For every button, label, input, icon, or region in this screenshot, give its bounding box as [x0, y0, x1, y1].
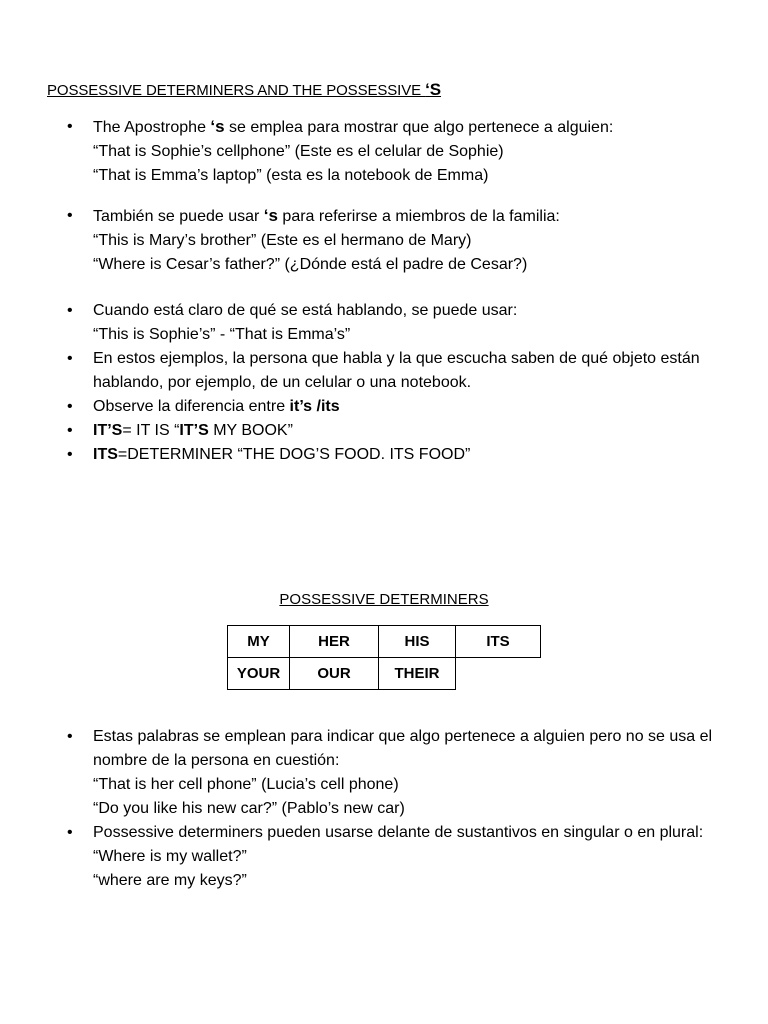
list-item-line: [93, 395, 728, 419]
apostrophe-mark: ‘s: [263, 206, 278, 225]
possessive-determiners-table: [227, 625, 541, 690]
table-cell: YOUR: [228, 658, 290, 690]
example-sentence: “This is Mary’s brother” (Este es el hermano de Mary): [93, 232, 472, 249]
list-item-line: [93, 204, 728, 229]
table-row: [228, 658, 541, 690]
example-sentence: “where are my keys?”: [93, 872, 247, 889]
table-cell: THEIR: [379, 658, 456, 690]
list-item-line: [93, 443, 728, 467]
text-fragment: También se puede usar: [93, 208, 264, 225]
list-item: [0, 443, 768, 467]
list-item: [0, 115, 768, 188]
text-fragment: =DETERMINER “THE DOG’S FOOD. ITS FOOD”: [117, 446, 471, 463]
table-cell: HIS: [379, 626, 456, 658]
table-row: [228, 626, 541, 658]
table-title: POSSESSIVE DETERMINERS: [279, 591, 489, 608]
example-sentence: “That is Sophie’s cellphone” (Este es el celular de Sophie): [93, 143, 504, 160]
determiners-usage-list: [0, 725, 768, 893]
table-cell: MY: [228, 626, 290, 658]
list-item: [0, 347, 768, 395]
apostrophe-mark: ‘s: [210, 117, 225, 136]
list-item: [0, 299, 768, 347]
bold-term: ITS: [93, 446, 118, 463]
text-fragment: Observe la diferencia entre: [93, 398, 290, 415]
example-sentence: “That is her cell phone” (Lucia’s cell phone): [93, 776, 399, 793]
table-cell: OUR: [290, 658, 379, 690]
heading-text: POSSESSIVE DETERMINERS AND THE POSSESSIVE: [47, 82, 426, 99]
document-heading: [47, 78, 441, 103]
example-sentence: “Where is my wallet?”: [93, 848, 247, 865]
text-fragment: The Apostrophe: [93, 119, 211, 136]
apostrophe-usage-list: [0, 115, 768, 188]
list-item-line: [93, 115, 728, 140]
example-sentence: “That is Emma’s laptop” (esta es la notebook de Emma): [93, 167, 489, 184]
bold-term: IT’S: [93, 422, 123, 439]
list-item-line: • Estas palabras se emplean para indicar que algo pertenece a alguien pero no se usa el: [93, 728, 713, 745]
text-fragment: para referirse a miembros de la familia:: [277, 208, 560, 225]
heading-apostrophe: ‘S: [425, 80, 442, 99]
context-usage-list: [0, 299, 768, 467]
list-item: [0, 725, 768, 821]
list-item: [0, 821, 768, 893]
text-fragment: = IT IS “: [122, 422, 180, 439]
text-fragment: MY BOOK”: [208, 422, 293, 439]
bold-term: IT’S: [179, 422, 209, 439]
text-fragment: se emplea para mostrar que algo pertenece a alguien:: [224, 119, 614, 136]
list-item-line: • Possessive determiners pueden usarse delante de sustantivos en singular o en plural:: [93, 824, 704, 841]
list-item-line: • En estos ejemplos, la persona que habla y la que escucha saben de qué objeto están: [93, 350, 700, 367]
list-item-line: [93, 419, 728, 443]
example-sentence: “Where is Cesar’s father?” (¿Dónde está el padre de Cesar?): [93, 256, 528, 273]
list-item: [0, 419, 768, 443]
list-item: [0, 395, 768, 419]
table-cell-empty: [456, 658, 541, 690]
list-item-line: • Cuando está claro de qué se está hablando, se puede usar:: [93, 302, 518, 319]
table-cell: HER: [290, 626, 379, 658]
list-item-line: nombre de la persona en cuestión:: [93, 752, 340, 769]
example-sentence: “Do you like his new car?” (Pablo’s new car): [93, 800, 405, 817]
family-usage-list: [0, 204, 768, 277]
bold-term: it’s /its: [289, 398, 340, 415]
example-sentence: “This is Sophie’s” - “That is Emma’s”: [93, 326, 351, 343]
table-cell: ITS: [456, 626, 541, 658]
list-item-line: hablando, por ejemplo, de un celular o una notebook.: [93, 374, 472, 391]
list-item: [0, 204, 768, 277]
